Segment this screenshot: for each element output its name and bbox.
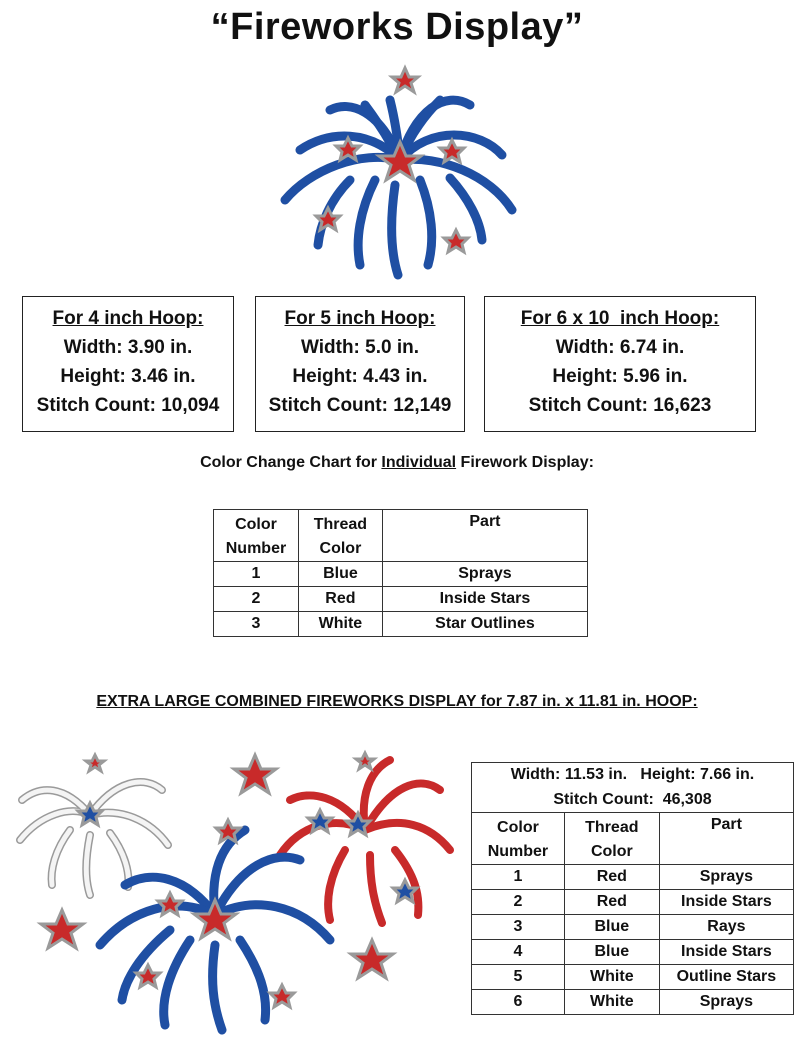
individual-emphasis: Individual [381,454,457,471]
table-row: 1 Blue Sprays [214,562,588,587]
header-part: Part [659,813,793,865]
hoop-heading: For 4 inch Hoop: [52,308,204,329]
hoop-width: Width: 6.74 in. [555,337,685,358]
table-row: 3 White Star Outlines [214,612,588,637]
hoop-height: Height: 3.46 in. [60,366,196,387]
hoop-box-4-inch [22,296,234,432]
hoop-width: Width: 3.90 in. [63,337,193,358]
header-thread-color: Thread Color [298,510,382,562]
xl-color-change-table [471,762,794,1015]
xl-stitch-row [472,788,794,813]
hoop-heading: For 5 inch Hoop: [284,308,436,329]
table-row: 4 Blue Inside Stars [472,940,794,965]
hoop-box-5-inch [255,296,465,432]
color-chart-title: Color Change Chart for Individual Firework Display: [200,454,594,471]
table-row: 3 Blue Rays [472,915,794,940]
hoop-stitch-count: Stitch Count: 10,094 [36,395,220,416]
xl-dimensions: Width: 11.53 in. Height: 7.66 in. [472,763,794,788]
table-row: 6 White Sprays [472,990,794,1015]
table-header-row [214,510,588,562]
table-row: 2 Red Inside Stars [214,587,588,612]
color-change-table [213,509,588,637]
header-color-number: Color Number [472,813,565,865]
table-row: 1 Red Sprays [472,865,794,890]
table-row: 2 Red Inside Stars [472,890,794,915]
hoop-heading: For 6 x 10 inch Hoop: [520,308,720,329]
hoop-stitch-count: Stitch Count: 16,623 [528,395,712,416]
header-color-number: Color Number [214,510,299,562]
combined-fireworks-illustration [10,745,460,1043]
page-title: “Fireworks Display” [210,6,584,48]
hoop-height: Height: 5.96 in. [552,366,688,387]
hoop-width: Width: 5.0 in. [300,337,420,358]
xl-stitch-count: Stitch Count: 46,308 [472,788,794,813]
header-part: Part [382,510,587,562]
hoop-box-6x10-inch [484,296,756,432]
hoop-height: Height: 4.43 in. [292,366,428,387]
hoop-stitch-count: Stitch Count: 12,149 [268,395,452,416]
xl-dims-row [472,763,794,788]
table-header-row [472,813,794,865]
xl-display-title: EXTRA LARGE COMBINED FIREWORKS DISPLAY for 7.87 in. x 11.81 in. HOOP: [96,693,698,710]
header-thread-color: Thread Color [564,813,659,865]
fireworks-illustration [270,60,530,292]
table-row: 5 White Outline Stars [472,965,794,990]
